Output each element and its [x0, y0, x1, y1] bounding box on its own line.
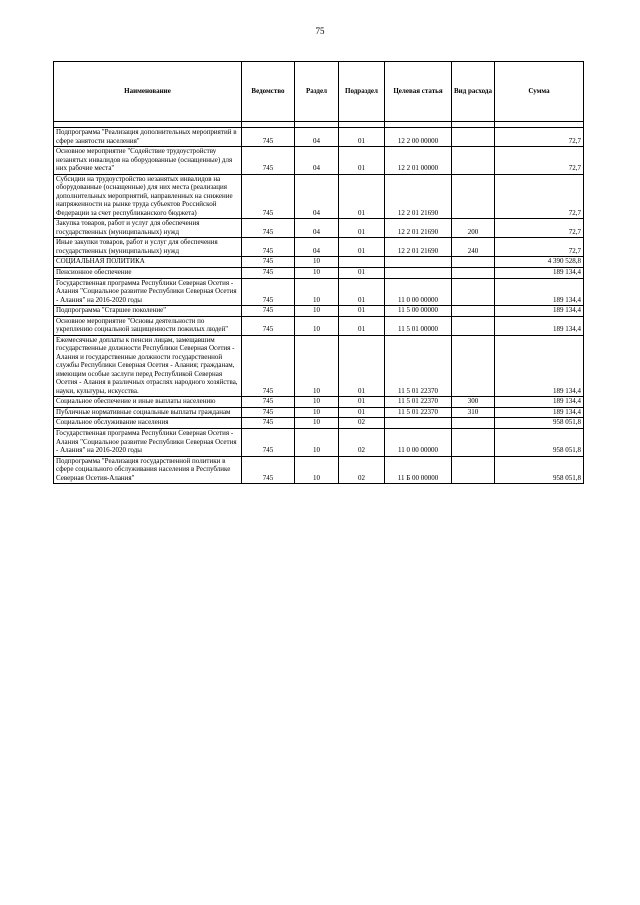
- cell-target-article: 12 2 00 00000: [385, 128, 452, 147]
- cell-name: Подпрограмма "Старшее поколение": [54, 306, 242, 317]
- cell-subsection: 01: [339, 306, 385, 317]
- table-row: [54, 407, 584, 418]
- table-row: [54, 257, 584, 268]
- cell-subsection: 01: [339, 174, 385, 219]
- cell-section: 10: [295, 418, 339, 429]
- cell-target-article: 12 2 01 21690: [385, 238, 452, 257]
- cell-section: 10: [295, 257, 339, 268]
- cell-name: Иные закупки товаров, работ и услуг для обеспечения государственных (муниципальных) нужд: [54, 238, 242, 257]
- header-expense-kind: Вид расхода: [452, 62, 495, 122]
- header-name: Наименование: [54, 62, 242, 122]
- cell-name: Основное мероприятие "Основы деятельности по укреплению социальной защищенности пожилых людей": [54, 316, 242, 335]
- cell-target-article: 11 5 01 22370: [385, 407, 452, 418]
- cell-section: 04: [295, 174, 339, 219]
- cell-section: 10: [295, 316, 339, 335]
- cell-name: Государственная программа Республики Северная Осетия - Алания "Социальное развитие Республики Северная Осетия - Алания" на 2016-2020 годы: [54, 429, 242, 457]
- cell-section: 10: [295, 397, 339, 408]
- cell-name: Субсидии на трудоустройство незанятых инвалидов на оборудованные (оснащенные) для них места (реализация дополнительных мероприятий, направленных на снижение напряженности на рынке труда субъектов Российской Федерации за счет республиканского бюджета): [54, 174, 242, 219]
- cell-expense-kind: [452, 128, 495, 147]
- table-row: [54, 456, 584, 484]
- cell-subsection: 01: [339, 278, 385, 306]
- cell-sum: 189 134,4: [495, 278, 584, 306]
- cell-sum: 958 051,8: [495, 456, 584, 484]
- cell-subsection: 01: [339, 407, 385, 418]
- cell-subsection: 02: [339, 418, 385, 429]
- cell-department: 745: [242, 238, 295, 257]
- cell-section: 10: [295, 429, 339, 457]
- cell-department: 745: [242, 335, 295, 397]
- cell-sum: 72,7: [495, 238, 584, 257]
- cell-name: Государственная программа Республики Северная Осетия - Алания "Социальное развитие Республики Северная Осетия - Алания" на 2016-2020 годы: [54, 278, 242, 306]
- cell-expense-kind: [452, 267, 495, 278]
- table-row: [54, 267, 584, 278]
- cell-subsection: 01: [339, 238, 385, 257]
- cell-expense-kind: 240: [452, 238, 495, 257]
- cell-department: 745: [242, 128, 295, 147]
- cell-sum: 189 134,4: [495, 316, 584, 335]
- cell-department: 745: [242, 147, 295, 175]
- cell-sum: 72,7: [495, 174, 584, 219]
- table-row: [54, 128, 584, 147]
- table-row: [54, 238, 584, 257]
- cell-sum: 189 134,4: [495, 306, 584, 317]
- cell-sum: 958 051,8: [495, 418, 584, 429]
- cell-department: 745: [242, 316, 295, 335]
- cell-target-article: [385, 267, 452, 278]
- cell-subsection: 01: [339, 316, 385, 335]
- cell-target-article: 11 0 00 00000: [385, 278, 452, 306]
- table-body: [54, 128, 584, 484]
- table-row: [54, 316, 584, 335]
- cell-sum: 189 134,4: [495, 335, 584, 397]
- cell-subsection: 01: [339, 219, 385, 238]
- table-row: [54, 219, 584, 238]
- cell-target-article: 11 5 01 00000: [385, 316, 452, 335]
- cell-expense-kind: 300: [452, 397, 495, 408]
- cell-sum: 189 134,4: [495, 397, 584, 408]
- cell-subsection: [339, 257, 385, 268]
- cell-expense-kind: [452, 418, 495, 429]
- cell-section: 04: [295, 147, 339, 175]
- cell-sum: 958 051,8: [495, 429, 584, 457]
- cell-department: 745: [242, 257, 295, 268]
- cell-subsection: 01: [339, 397, 385, 408]
- cell-section: 04: [295, 128, 339, 147]
- cell-name: Ежемесячные доплаты к пенсии лицам, замещавшим государственные должности Республики Северная Осетия - Алания и государственные должности государственной службы Республики Северная Осетия - Алания; гражданам, имеющим особые заслуги перед Республикой Северная Осетия - Алания в различных отраслях народного хозяйства, науки, культуры, искусства.: [54, 335, 242, 397]
- table-row: [54, 174, 584, 219]
- cell-target-article: 12 2 01 00000: [385, 147, 452, 175]
- cell-department: 745: [242, 219, 295, 238]
- table-row: [54, 306, 584, 317]
- cell-section: 10: [295, 278, 339, 306]
- cell-sum: 72,7: [495, 128, 584, 147]
- cell-name: Публичные нормативные социальные выплаты гражданам: [54, 407, 242, 418]
- cell-sum: 72,7: [495, 147, 584, 175]
- cell-expense-kind: 310: [452, 407, 495, 418]
- cell-expense-kind: [452, 257, 495, 268]
- cell-department: 745: [242, 418, 295, 429]
- header-section: Раздел: [295, 62, 339, 122]
- table-row: [54, 418, 584, 429]
- cell-target-article: [385, 257, 452, 268]
- header-sum: Сумма: [495, 62, 584, 122]
- cell-section: 10: [295, 456, 339, 484]
- cell-department: 745: [242, 267, 295, 278]
- cell-sum: 189 134,4: [495, 267, 584, 278]
- cell-expense-kind: [452, 147, 495, 175]
- cell-name: Подпрограмма "Реализация дополнительных мероприятий в сфере занятости населения": [54, 128, 242, 147]
- cell-name: Пенсионное обеспечение: [54, 267, 242, 278]
- cell-department: 745: [242, 429, 295, 457]
- cell-subsection: 02: [339, 456, 385, 484]
- cell-section: 10: [295, 407, 339, 418]
- cell-sum: 4 390 528,8: [495, 257, 584, 268]
- cell-target-article: 12 2 01 21690: [385, 174, 452, 219]
- cell-name: Подпрограмма "Реализация государственной политики в сфере социального обслуживания населения в Республике Северная Осетия-Алания": [54, 456, 242, 484]
- cell-section: 10: [295, 267, 339, 278]
- cell-expense-kind: 200: [452, 219, 495, 238]
- cell-sum: 189 134,4: [495, 407, 584, 418]
- table-row: [54, 335, 584, 397]
- cell-department: 745: [242, 407, 295, 418]
- cell-section: 10: [295, 306, 339, 317]
- budget-table: [53, 61, 584, 484]
- header-subsection: Подраздел: [339, 62, 385, 122]
- cell-name: Социальное обслуживание населения: [54, 418, 242, 429]
- cell-department: 745: [242, 306, 295, 317]
- cell-expense-kind: [452, 174, 495, 219]
- cell-target-article: 12 2 01 21690: [385, 219, 452, 238]
- cell-subsection: 01: [339, 128, 385, 147]
- cell-expense-kind: [452, 335, 495, 397]
- cell-expense-kind: [452, 316, 495, 335]
- cell-target-article: 11 5 01 22370: [385, 397, 452, 408]
- cell-target-article: 11 0 00 00000: [385, 429, 452, 457]
- table-row: [54, 429, 584, 457]
- cell-name: СОЦИАЛЬНАЯ ПОЛИТИКА: [54, 257, 242, 268]
- cell-expense-kind: [452, 278, 495, 306]
- cell-section: 04: [295, 219, 339, 238]
- cell-section: 10: [295, 335, 339, 397]
- table-row: [54, 278, 584, 306]
- cell-expense-kind: [452, 456, 495, 484]
- page-number: 75: [315, 26, 325, 36]
- cell-department: 745: [242, 278, 295, 306]
- cell-department: 745: [242, 456, 295, 484]
- header-department: Ведомство: [242, 62, 295, 122]
- cell-name: Закупка товаров, работ и услуг для обеспечения государственных (муниципальных) нужд: [54, 219, 242, 238]
- cell-subsection: 01: [339, 147, 385, 175]
- cell-target-article: [385, 418, 452, 429]
- header-target-article: Целевая статья: [385, 62, 452, 122]
- cell-section: 04: [295, 238, 339, 257]
- cell-expense-kind: [452, 306, 495, 317]
- table-header-row: [54, 62, 584, 122]
- cell-subsection: 01: [339, 335, 385, 397]
- cell-department: 745: [242, 174, 295, 219]
- cell-name: Социальное обеспечение и иные выплаты населению: [54, 397, 242, 408]
- cell-subsection: 01: [339, 267, 385, 278]
- table-row: [54, 397, 584, 408]
- cell-sum: 72,7: [495, 219, 584, 238]
- cell-target-article: 11 5 01 22370: [385, 335, 452, 397]
- table-row: [54, 147, 584, 175]
- cell-subsection: 02: [339, 429, 385, 457]
- cell-target-article: 11 Б 00 00000: [385, 456, 452, 484]
- cell-department: 745: [242, 397, 295, 408]
- cell-target-article: 11 5 00 00000: [385, 306, 452, 317]
- cell-expense-kind: [452, 429, 495, 457]
- cell-name: Основное мероприятие "Содействие трудоустройству незанятых инвалидов на оборудованные (оснащенные) для них рабочие места": [54, 147, 242, 175]
